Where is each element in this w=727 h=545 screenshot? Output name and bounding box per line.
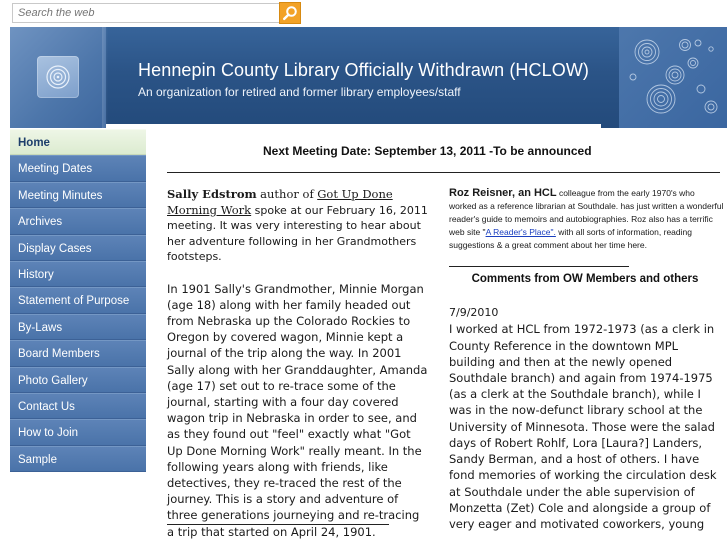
- intro-text: spoke at our February 16, 2011 meeting. It was very interesting to hear about her adventure following in her Grandmothers footsteps.: [167, 203, 428, 263]
- site-header: [10, 27, 727, 128]
- speaker-name: Sally Edstrom: [167, 187, 257, 201]
- nav-item-meeting-minutes[interactable]: Meeting Minutes: [10, 182, 146, 208]
- nav-item-archives[interactable]: Archives: [10, 208, 146, 234]
- search-button[interactable]: [279, 2, 301, 24]
- nav-item-by-laws[interactable]: By-Laws: [10, 314, 146, 340]
- site-logo[interactable]: [37, 56, 79, 98]
- concentric-circles-icon: [43, 62, 73, 92]
- speaker-column: [167, 187, 429, 540]
- main-content: [146, 129, 727, 545]
- comment-date: 7/9/2010: [449, 306, 499, 320]
- nav-item-board-members[interactable]: Board Members: [10, 340, 146, 366]
- readers-place-link[interactable]: A Reader's Place".: [485, 227, 556, 238]
- nav-item-contact-us[interactable]: Contact Us: [10, 393, 146, 419]
- divider: [167, 524, 389, 525]
- search-icon: [282, 5, 298, 21]
- book-title: Got Up Done Morning Work: [167, 187, 393, 217]
- news-column: [449, 187, 724, 532]
- bubbles-decoration-icon: [619, 27, 727, 128]
- divider: [449, 266, 629, 267]
- nav-item-history[interactable]: History: [10, 261, 146, 287]
- site-title: Hennepin County Library Officially Withdrawn (HCLOW): [138, 60, 590, 80]
- comments-heading: Comments from OW Members and others: [471, 273, 699, 286]
- nav-item-sample[interactable]: Sample: [10, 446, 146, 472]
- search-input[interactable]: [12, 3, 280, 23]
- next-meeting-heading: Next Meeting Date: September 13, 2011 -To be announced: [263, 144, 592, 158]
- search-bar: [0, 0, 727, 26]
- roz-name: Roz Reisner, an HCL: [449, 187, 557, 199]
- author-of-text: author of: [260, 187, 314, 201]
- site-subtitle: An organization for retired and former library employees/staff: [138, 85, 461, 99]
- header-divider: [106, 124, 601, 128]
- nav-item-statement-of-purpose[interactable]: Statement of Purpose: [10, 287, 146, 313]
- roz-text-continued: with all sorts of information, reading suggestions & a great comment about her time here.: [449, 227, 692, 251]
- speaker-story: In 1901 Sally's Grandmother, Minnie Morgan (age 18) along with her family headed out from Nebraska up the Colorado Rockies to Oregon by covered wagon, Minnie kept a journal of the trip along the way. In 2001 Sally along with her Granddaughter, Amanda (age 17) set out to re-trace some of the journal, starting with a four day covered wagon trip in Nebraska in order to see, and as they found out "feel" exactly what "Got Up Done Morning Work" really meant. In the following years along with friends, like detectives, they re-traced the rest of the journey. This is a story and adventure of three generations journeying and re-tracing a trip that started on April 24, 1901.: [167, 281, 428, 539]
- divider: [167, 172, 720, 173]
- nav-item-photo-gallery[interactable]: Photo Gallery: [10, 367, 146, 393]
- sidebar-nav: [10, 129, 146, 545]
- header-right-panel: [619, 27, 727, 128]
- speaker-intro: [167, 187, 429, 265]
- nav-item-meeting-dates[interactable]: Meeting Dates: [10, 155, 146, 181]
- roz-announcement: [449, 187, 724, 252]
- comment-body: I worked at HCL from 1972-1973 (as a clerk in County Reference in the downtown MPL building and then at the newly opened Southdale branch) and again from 1974-1975 (as a clerk at the Southdale branch), while I was in the now-defunct library school at the University of Minnesota. Those were the salad days of Robert Rohlf, Lora [Laura?] Landers, Sandy Berman, and a host of others. I have fond memories of working the circulation desk at Southdale under the able supervision of Monzetta (Zet) Cole and alongside a group of very eager and motivated coworkers, young: [449, 322, 717, 531]
- nav-item-home[interactable]: Home: [10, 129, 146, 155]
- roz-text: colleague from the early 1970's who worked as a reference librarian at Southdale. has just written a wonderful reader's guide to memoirs and autobiographies. Roz also has a terrific web site ": [449, 188, 724, 238]
- nav-item-display-cases[interactable]: Display Cases: [10, 235, 146, 261]
- nav-item-how-to-join[interactable]: How to Join: [10, 419, 146, 445]
